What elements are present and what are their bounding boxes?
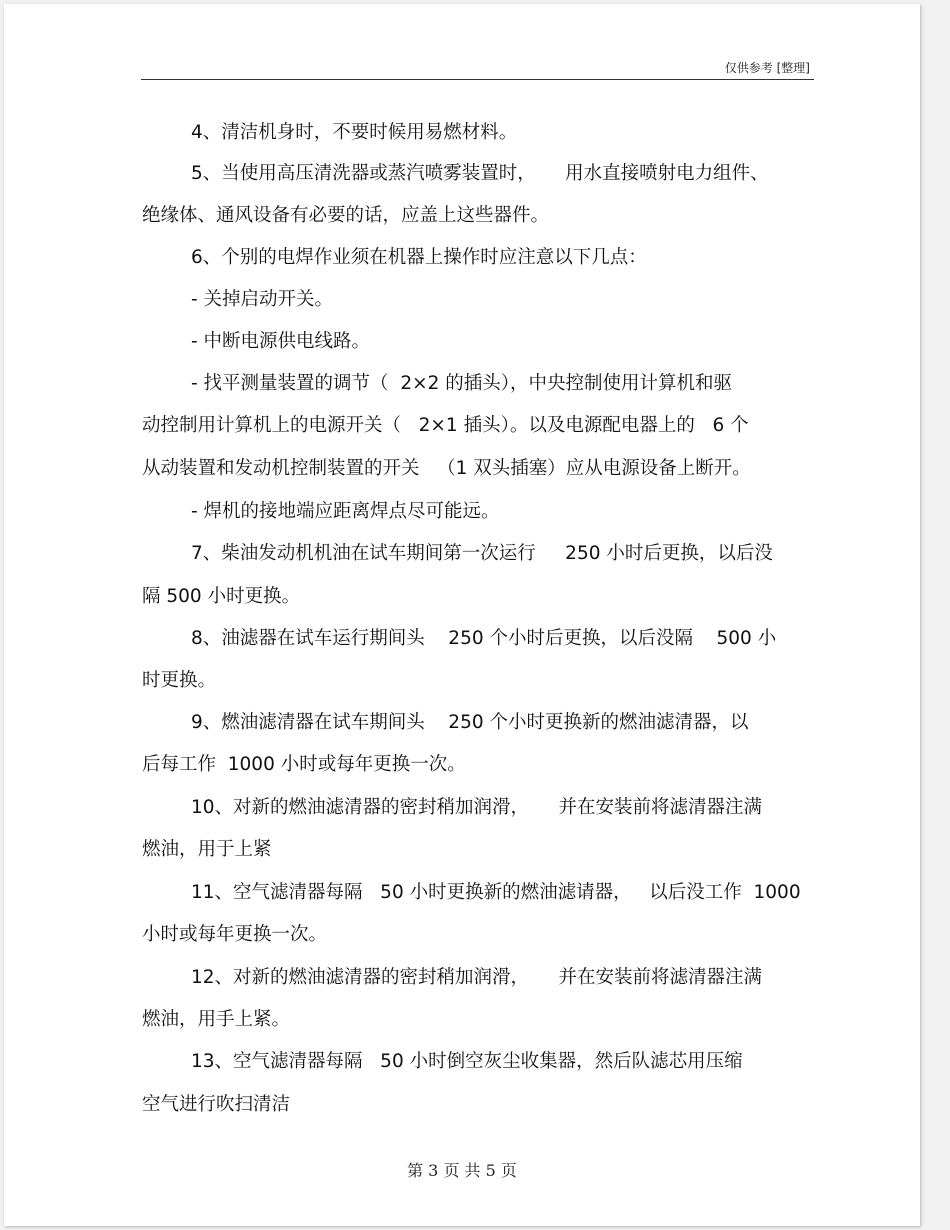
paragraph-line: 空气进行吹扫清洁 — [142, 1094, 291, 1115]
paragraph-line: 13、空气滤清器每隔 50 小时倒空灰尘收集器，然后队滤芯用压缩 — [191, 1051, 743, 1072]
paragraph-line: 燃油，用于上紧 — [142, 839, 272, 860]
paragraph-line: - 焊机的接地端应距离焊点尽可能远。 — [191, 501, 500, 522]
paragraph-line: 绝缘体、通风设备有必要的话，应盖上这些器件。 — [142, 205, 550, 226]
paragraph-line: 12、对新的燃油滤清器的密封稍加润滑， 并在安装前将滤清器注满 — [191, 967, 762, 988]
paragraph-line: 燃油，用手上紧。 — [142, 1009, 291, 1030]
paragraph-line: 5、当使用高压清洗器或蒸汽喷雾装置时， 用水直接喷射电力组件、 — [191, 163, 769, 184]
paragraph-line: 隔 500 小时更换。 — [142, 586, 301, 607]
paragraph-line: 从动装置和发动机控制装置的开关 （1 双头插塞）应从电源设备上断开。 — [142, 458, 751, 479]
paragraph-line: 时更换。 — [142, 670, 217, 691]
paragraph-line: 10、对新的燃油滤清器的密封稍加润滑， 并在安装前将滤清器注满 — [191, 797, 762, 818]
paragraph-line: 4、清洁机身时，不要时候用易燃材料。 — [191, 122, 518, 143]
paragraph-line: 7、柴油发动机机油在试车期间第一次运行 250 小时后更换，以后没 — [191, 543, 773, 564]
paragraph-line: 动控制用计算机上的电源开关（ 2×1 插头）。以及电源配电器上的 6 个 — [142, 415, 749, 436]
paragraph-line: 6、个别的电焊作业须在机器上操作时应注意以下几点： — [191, 247, 647, 268]
paragraph-line: 8、油滤器在试车运行期间头 250 个小时后更换，以后没隔 500 小 — [191, 628, 777, 649]
paragraph-line: 后每工作 1000 小时或每年更换一次。 — [142, 754, 466, 775]
page-footer: 第 3 页 共 5 页 — [407, 1161, 517, 1180]
page-header: 仅供参考 [整理] — [724, 61, 810, 75]
document-page — [4, 4, 920, 1226]
paragraph-line: 11、空气滤清器每隔 50 小时更换新的燃油滤请器， 以后没工作 1000 — [191, 882, 801, 903]
paragraph-line: - 中断电源供电线路。 — [191, 331, 371, 352]
paragraph-line: - 找平测量装置的调节（ 2×2 的插头），中央控制使用计算机和驱 — [191, 373, 732, 394]
paragraph-line: - 关掉启动开关。 — [191, 289, 334, 310]
paragraph-line: 9、燃油滤清器在试车期间头 250 个小时更换新的燃油滤清器，以 — [191, 712, 749, 733]
header-rule — [141, 79, 814, 80]
paragraph-line: 小时或每年更换一次。 — [142, 924, 328, 945]
